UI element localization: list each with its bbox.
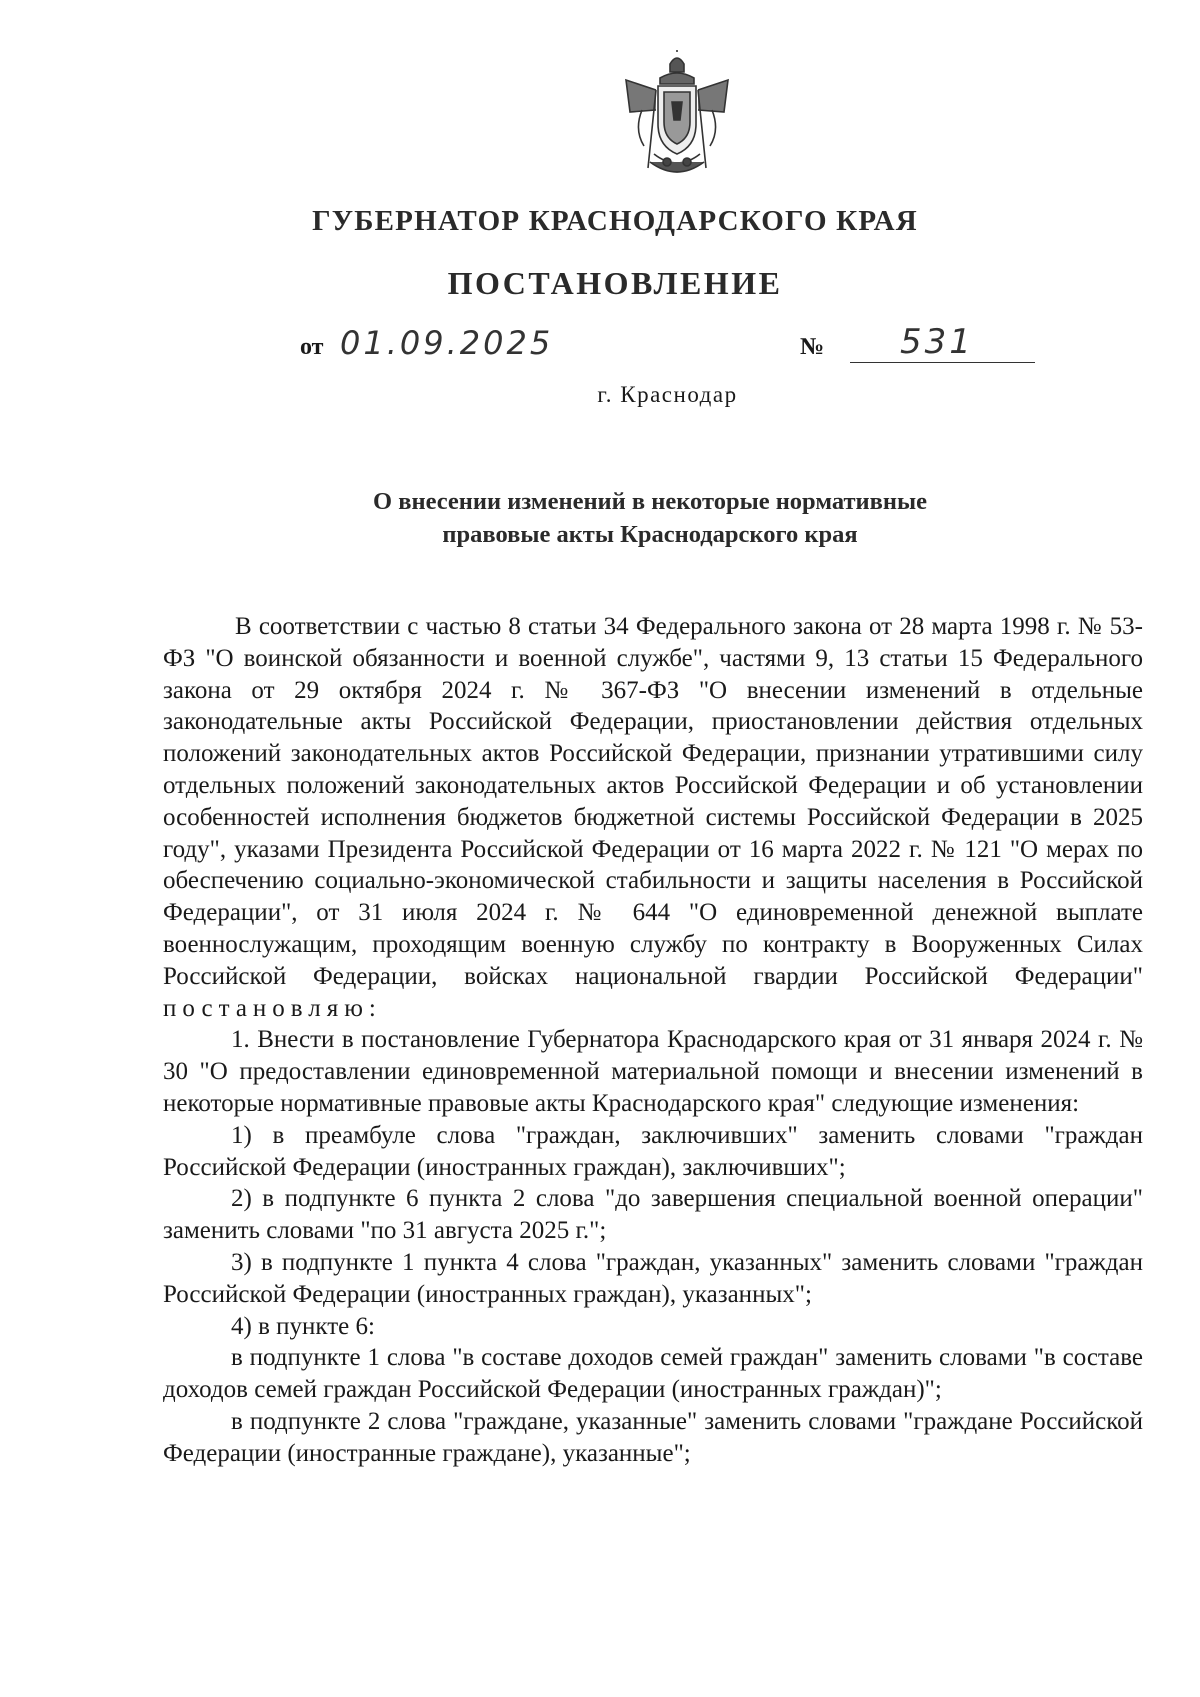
title-line-2: правовые акты Краснодарского края	[442, 521, 858, 548]
preamble-text: В соответствии с частью 8 статьи 34 Федерального закона от 28 марта 1998 г. № 53-ФЗ "О воинской обязанности и военной службе", частями 9, 13 статьи 15 Федерального закона от 29 октября 2024 г. № 367-ФЗ "О внесении изменений в отдельные законодательные акты Российской Федерации, приостановлении действия отдельных положений законодательных актов Российской Федерации, признании утратившими силу отдельных положений законодательных актов Российской Федерации и об установлении особенностей исполнения бюджетов бюджетной системы Российской Федерации в 2025 году", указами Президента Российской Федерации от 16 марта 2022 г. № 121 "О мерах по обеспечению социально-экономической стабильности и защиты населения в Российской Федерации", от 31 июля 2024 г. № 644 "О единовременной денежной выплате военнослужащим, проходящим военную службу по контракту в Вооруженных Силах Российской Федерации, войсках национальной гвардии Российской Федерации"	[163, 613, 1143, 990]
subitem-4a: в подпункте 1 слова "в составе доходов семей граждан" заменить словами "в составе доходов семей граждан Российской Федерации (иностранных граждан)";	[163, 1344, 1143, 1404]
subitem-2: 2) в подпункте 6 пункта 2 слова "до завершения специальной военной операции" заменить словами "по 31 августа 2025 г.";	[163, 1185, 1143, 1245]
city: г. Краснодар	[597, 382, 738, 407]
issuing-authority: ГУБЕРНАТОР КРАСНОДАРСКОГО КРАЯ	[312, 205, 918, 237]
subitem-4b: в подпункте 2 слова "граждане, указанные" заменить словами "граждане Российской Федерации (иностранные граждане), указанные";	[163, 1407, 1143, 1467]
subitem-1: 1) в преамбуле слова "граждан, заключивших" заменить словами "граждан Российской Федерации (иностранных граждан), заключивших";	[163, 1121, 1143, 1181]
document-type: ПОСТАНОВЛЕНИЕ	[447, 265, 783, 301]
date-number-row	[300, 322, 1040, 368]
document-number: 531	[900, 322, 974, 362]
document-date: 01.09.2025	[340, 324, 554, 362]
date-prefix: от	[300, 334, 324, 360]
resolve-word: постановляю:	[163, 994, 382, 1022]
item-1: 1. Внести в постановление Губернатора Краснодарского края от 31 января 2024 г. № 30 "О предоставлении единовременной материальной помощи и внесении изменений в некоторые нормативные правовые акты Краснодарского края" следующие изменения:	[163, 1026, 1143, 1117]
number-prefix: №	[800, 334, 825, 360]
document-title	[300, 485, 1000, 551]
subitem-4: 4) в пункте 6:	[231, 1312, 375, 1340]
title-line-1: О внесении изменений в некоторые нормативные	[373, 488, 927, 515]
number-underline	[850, 362, 1035, 363]
subitem-3: 3) в подпункте 1 пункта 4 слова "граждан, указанных" заменить словами "граждан Российской Федерации (иностранных граждан), указанных";	[163, 1248, 1143, 1308]
preamble-paragraph	[163, 611, 1143, 1024]
coat-of-arms-emblem	[620, 50, 734, 182]
document-body	[163, 611, 1143, 1470]
